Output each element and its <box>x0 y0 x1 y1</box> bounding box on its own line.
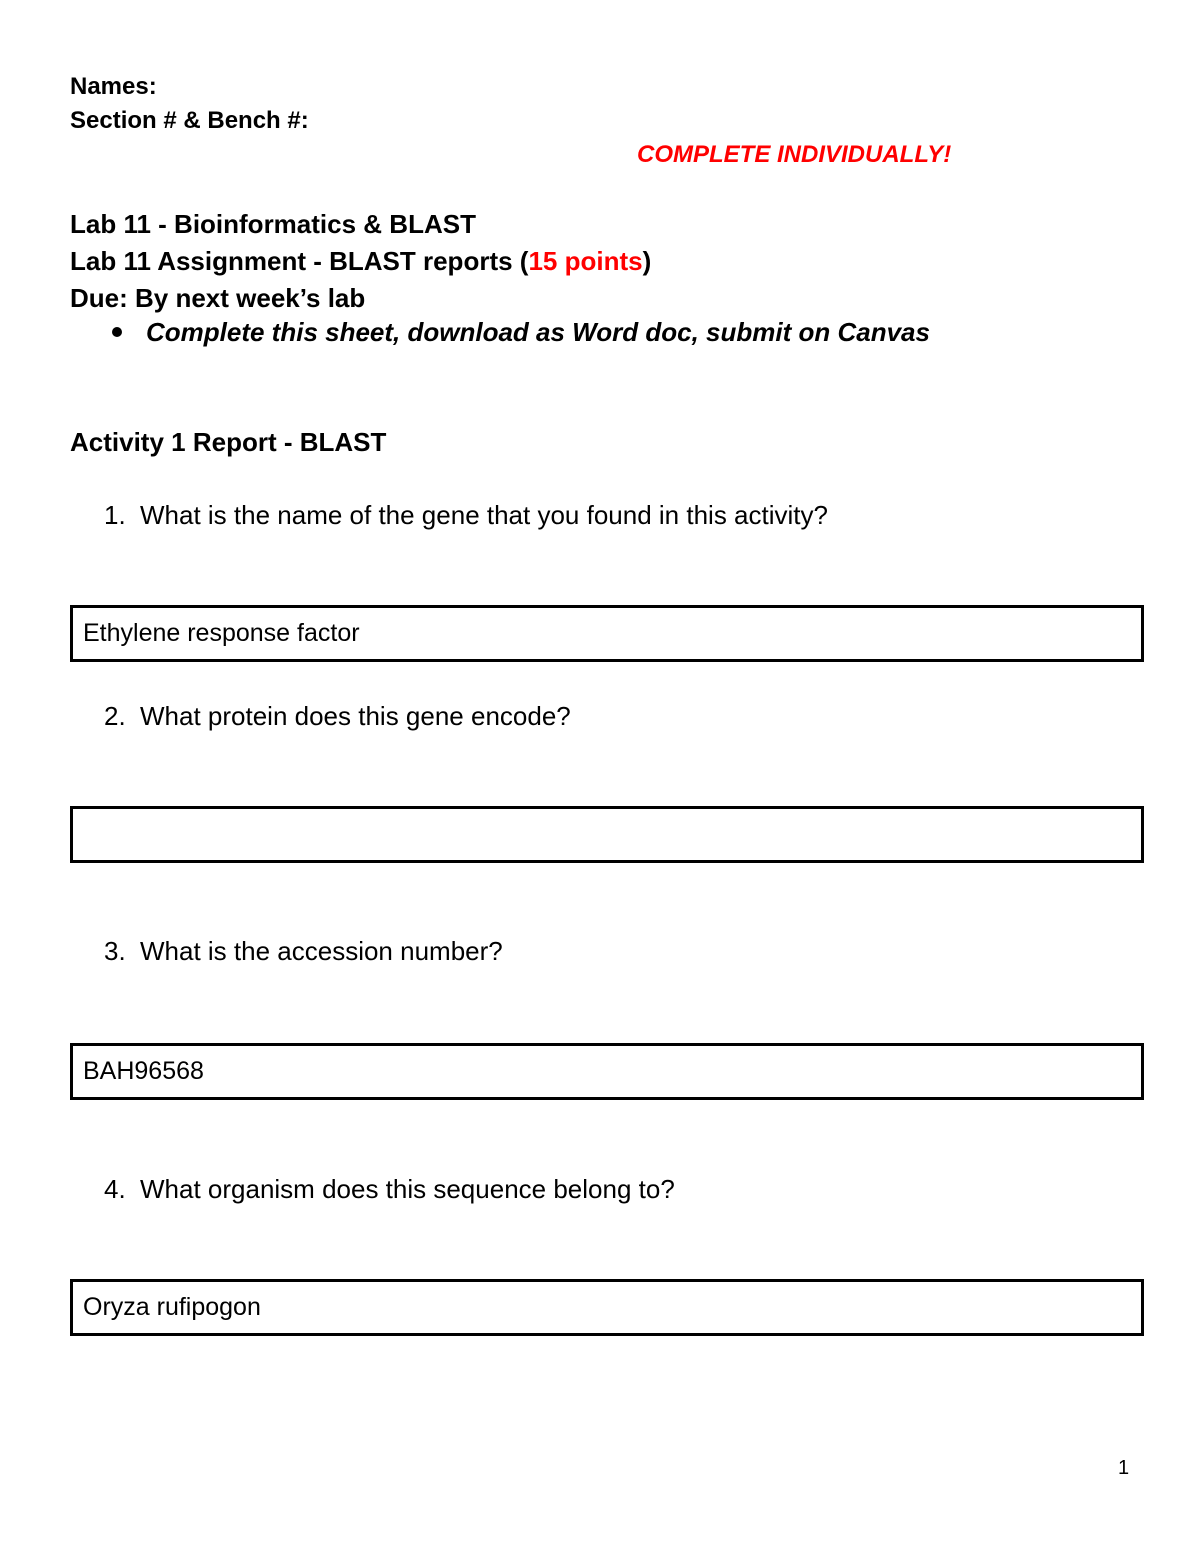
assignment-title-suffix: ) <box>642 246 652 276</box>
activity-heading: Activity 1 Report - BLAST <box>70 427 387 457</box>
question-text: What is the name of the gene that you found in this activity? <box>140 500 828 530</box>
answer-field-4[interactable]: Oryza rufipogon <box>70 1279 1144 1336</box>
question-4 <box>104 1173 675 1205</box>
names-label: Names: <box>70 73 157 100</box>
assignment-title-prefix: Lab 11 Assignment - BLAST reports ( <box>70 246 529 276</box>
question-text: What is the accession number? <box>140 936 503 966</box>
due-date: Due: By next week’s lab <box>70 283 366 313</box>
answer-field-3[interactable]: BAH96568 <box>70 1043 1144 1100</box>
answer-field-2[interactable] <box>70 806 1144 863</box>
question-number: 3. <box>104 936 126 966</box>
question-number: 1. <box>104 500 126 530</box>
instruction-bullet <box>106 316 930 348</box>
question-text: What protein does this gene encode? <box>140 701 571 731</box>
question-text: What organism does this sequence belong to? <box>140 1174 675 1204</box>
question-number: 2. <box>104 701 126 731</box>
assignment-title <box>70 245 651 277</box>
page-number: 1 <box>1118 1457 1130 1479</box>
bullet-icon <box>112 327 122 337</box>
section-bench-label: Section # & Bench #: <box>70 107 309 134</box>
question-2 <box>104 700 571 732</box>
question-1 <box>104 499 828 531</box>
lab-title: Lab 11 - Bioinformatics & BLAST <box>70 209 476 239</box>
question-3 <box>104 935 503 967</box>
question-number: 4. <box>104 1174 126 1204</box>
instruction-text: Complete this sheet, download as Word doc, submit on Canvas <box>146 317 930 347</box>
complete-individually-notice: COMPLETE INDIVIDUALLY! <box>637 141 952 168</box>
answer-field-1[interactable]: Ethylene response factor <box>70 605 1144 662</box>
assignment-points: 15 points <box>528 246 643 276</box>
